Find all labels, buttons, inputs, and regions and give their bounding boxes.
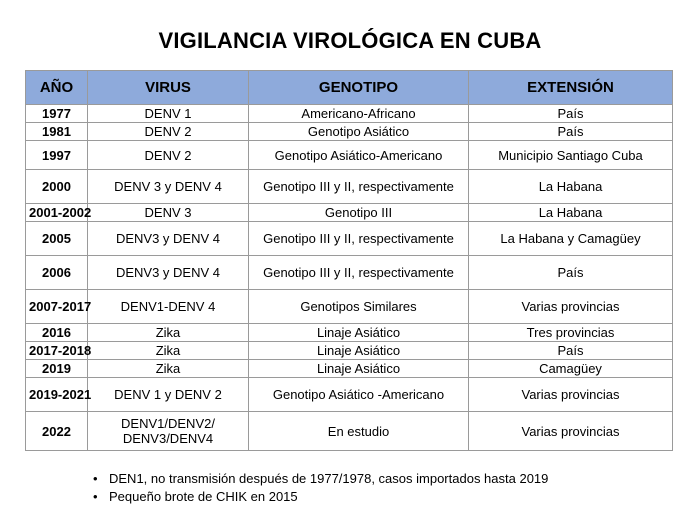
cell-year: 2016 (26, 324, 88, 342)
table-row (26, 204, 673, 222)
table-row (26, 105, 673, 123)
note-item (93, 470, 548, 488)
cell-extent: Varias provincias (469, 378, 673, 412)
cell-year: 2000 (26, 170, 88, 204)
table-row (26, 360, 673, 378)
cell-extent: País (469, 342, 673, 360)
cell-virus (88, 412, 249, 451)
cell-virus: DENV 1 y DENV 2 (88, 378, 249, 412)
bullet-icon: • (93, 489, 98, 504)
cell-extent: Tres provincias (469, 324, 673, 342)
cell-genotype: En estudio (249, 412, 469, 451)
cell-extent: País (469, 123, 673, 141)
table-row (26, 123, 673, 141)
header-genotype: GENOTIPO (249, 71, 469, 105)
cell-virus: Zika (88, 342, 249, 360)
cell-genotype: Genotipo Asiático (249, 123, 469, 141)
cell-year: 2006 (26, 256, 88, 290)
table-row (26, 378, 673, 412)
cell-extent: Varias provincias (469, 290, 673, 324)
cell-extent: La Habana y Camagüey (469, 222, 673, 256)
bullet-icon: • (93, 471, 98, 486)
cell-year: 2007-2017 (26, 290, 88, 324)
table-row (26, 412, 673, 451)
page-title: VIGILANCIA VIROLÓGICA EN CUBA (158, 28, 542, 53)
cell-genotype: Genotipo Asiático -Americano (249, 378, 469, 412)
cell-genotype: Linaje Asiático (249, 342, 469, 360)
table-row (26, 222, 673, 256)
note-text: Pequeño brote de CHIK en 2015 (109, 489, 298, 504)
cell-virus: DENV 2 (88, 141, 249, 170)
cell-virus: DENV3 y DENV 4 (88, 256, 249, 290)
surveillance-table (25, 70, 673, 451)
cell-genotype: Americano-Africano (249, 105, 469, 123)
note-text: DEN1, no transmisión después de 1977/1978, casos importados hasta 2019 (109, 471, 549, 486)
table-row (26, 290, 673, 324)
notes-list (93, 470, 548, 506)
table-row (26, 324, 673, 342)
cell-year: 2019-2021 (26, 378, 88, 412)
cell-year: 2017-2018 (26, 342, 88, 360)
cell-extent: Varias provincias (469, 412, 673, 451)
cell-extent: Municipio Santiago Cuba (469, 141, 673, 170)
table-header-row (26, 71, 673, 105)
cell-genotype: Genotipos Similares (249, 290, 469, 324)
header-extent: EXTENSIÓN (469, 71, 673, 105)
cell-genotype: Genotipo Asiático-Americano (249, 141, 469, 170)
cell-genotype: Genotipo III y II, respectivamente (249, 256, 469, 290)
cell-year: 2001-2002 (26, 204, 88, 222)
cell-genotype: Linaje Asiático (249, 324, 469, 342)
cell-extent: La Habana (469, 204, 673, 222)
cell-year: 2022 (26, 412, 88, 451)
table-row (26, 256, 673, 290)
cell-year: 1981 (26, 123, 88, 141)
cell-year: 1977 (26, 105, 88, 123)
cell-virus: DENV 3 y DENV 4 (88, 170, 249, 204)
table-row (26, 141, 673, 170)
virus-line: DENV1/DENV2/ (121, 416, 215, 431)
cell-genotype: Genotipo III y II, respectivamente (249, 170, 469, 204)
cell-virus: Zika (88, 324, 249, 342)
cell-genotype: Linaje Asiático (249, 360, 469, 378)
cell-extent: País (469, 256, 673, 290)
cell-extent: La Habana (469, 170, 673, 204)
cell-virus: DENV 2 (88, 123, 249, 141)
cell-year: 1997 (26, 141, 88, 170)
cell-virus: DENV1-DENV 4 (88, 290, 249, 324)
cell-extent: País (469, 105, 673, 123)
cell-genotype: Genotipo III y II, respectivamente (249, 222, 469, 256)
table-row (26, 170, 673, 204)
cell-year: 2005 (26, 222, 88, 256)
cell-year: 2019 (26, 360, 88, 378)
cell-virus: DENV3 y DENV 4 (88, 222, 249, 256)
cell-virus: Zika (88, 360, 249, 378)
table-row (26, 342, 673, 360)
note-item (93, 488, 548, 506)
cell-virus: DENV 3 (88, 204, 249, 222)
virus-line: DENV3/DENV4 (122, 431, 214, 446)
cell-extent: Camagüey (469, 360, 673, 378)
header-virus: VIRUS (88, 71, 249, 105)
header-year: AÑO (26, 71, 88, 105)
cell-genotype: Genotipo III (249, 204, 469, 222)
cell-virus: DENV 1 (88, 105, 249, 123)
